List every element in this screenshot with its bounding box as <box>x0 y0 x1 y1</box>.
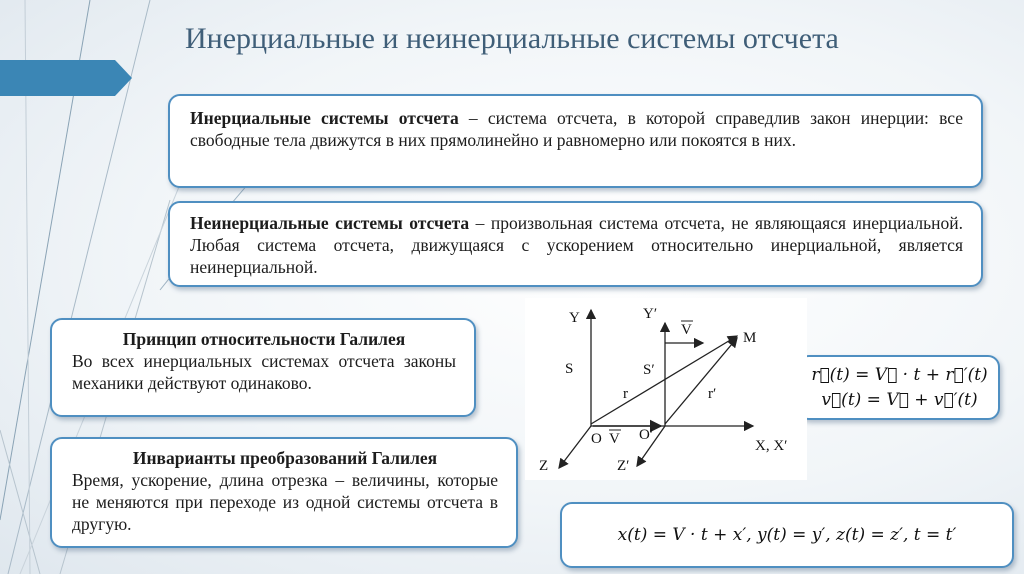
galileo-invariants-text: Время, ускорение, длина отрезка – величины, которые не меняются при переходе из одной системы отсчета в другую. <box>72 470 498 534</box>
galileo-invariants-box <box>50 437 518 548</box>
reference-frames-diagram <box>525 298 807 480</box>
galileo-transform-formula: x(t) = V · t + x′, y(t) = y′, z(t) = z′, t = t′ <box>617 525 957 545</box>
velocity-formula: v⃗(t) = V⃗ + v⃗′(t) <box>821 390 978 410</box>
label-m: M <box>743 330 757 346</box>
galileo-principle-box <box>50 318 476 417</box>
label-o-prime: O′ <box>639 427 654 443</box>
position-formula: r⃗(t) = V⃗ · t + r⃗′(t) <box>811 365 988 385</box>
vector-formulas-box <box>797 355 1000 420</box>
label-s: S <box>565 361 574 377</box>
inertial-definition: – система отсчета, в которой справедлив закон инерции: все свободные тела движутся в них прямолинейно и равномерно или покоятся в них. <box>190 108 963 150</box>
title-tab-marker <box>0 60 132 96</box>
label-v-top: V <box>681 322 692 338</box>
label-y: Y <box>569 310 580 326</box>
r-vector <box>591 336 737 424</box>
label-r: r <box>623 386 628 402</box>
galileo-principle-heading: Принцип относительности Галилея <box>122 329 406 349</box>
inertial-term: Инерциальные системы отсчета <box>190 108 459 128</box>
noninertial-term: Неинерциальные системы отсчета <box>190 213 470 233</box>
label-z: Z <box>539 458 549 474</box>
label-o-v: V <box>609 431 620 447</box>
label-x: X, X′ <box>755 438 788 454</box>
label-o: O <box>591 431 602 447</box>
page-title: Инерциальные и неинерциальные системы отсчета <box>185 22 839 55</box>
noninertial-definition-box <box>168 201 983 287</box>
transform-formulas-box <box>560 502 1014 568</box>
label-r-prime: r′ <box>708 386 717 402</box>
z-axis <box>559 426 591 468</box>
inertial-definition-box <box>168 94 983 188</box>
galileo-principle-text: Во всех инерциальных системах отсчета законы механики действуют одинаково. <box>72 351 456 393</box>
galileo-invariants-heading: Инварианты преобразований Галилея <box>132 448 438 468</box>
r-prime-vector <box>665 338 737 424</box>
label-y-prime: Y′ <box>643 306 658 322</box>
noninertial-definition: – произвольная система отсчета, не являющаяся инерциальной. Любая система отсчета, движущаяся с ускорением относительно инерциальной, является неинерциальной. <box>190 213 963 277</box>
label-z-prime: Z′ <box>617 458 630 474</box>
label-s-prime: S′ <box>643 362 655 378</box>
